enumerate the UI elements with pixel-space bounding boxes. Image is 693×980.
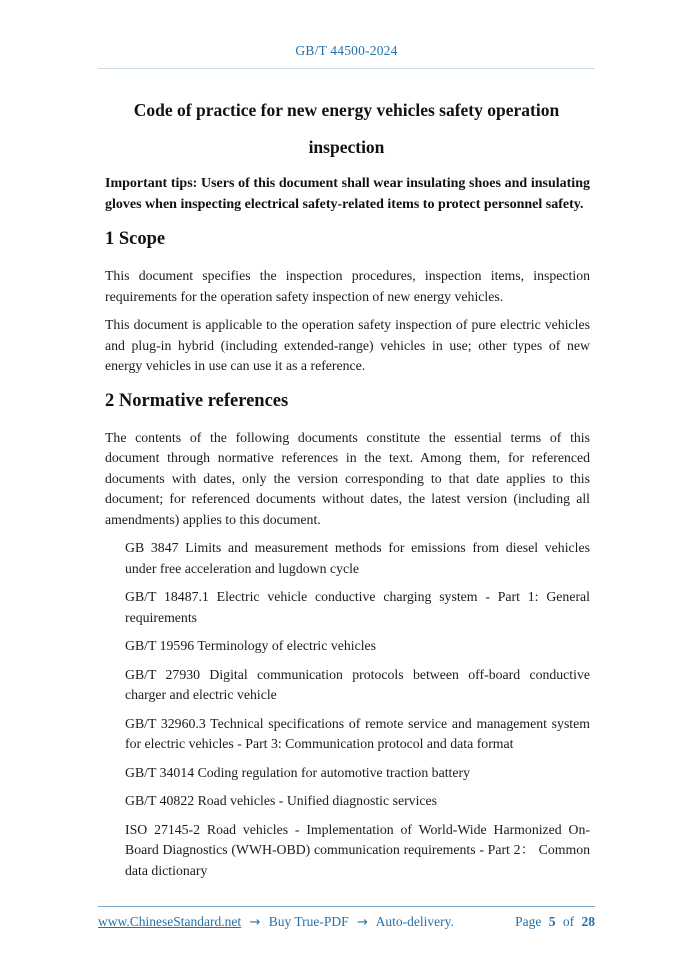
page-label: Page: [515, 914, 542, 929]
reference-item: GB/T 19596 Terminology of electric vehicles: [125, 638, 377, 653]
reference-item: GB/T 18487.1 Electric vehicle conductive charging system - Part 1: General requirements: [125, 589, 590, 625]
footer-promo: [98, 913, 459, 932]
section-heading-normative-references: 2 Normative references: [105, 390, 289, 411]
page-footer: [98, 913, 595, 932]
paragraph-scope-2: This document is applicable to the operation safety inspection of pure electric vehicles and plug-in hybrid (including extended-range) vehicles in use; other types of new energy vehicles in use can use it as a reference.: [105, 317, 590, 373]
important-tips: Important tips: Users of this document shall wear insulating shoes and insulating gloves when inspecting electrical safety-related items to protect personnel safety.: [105, 176, 590, 212]
paragraph-scope-1: This document specifies the inspection procedures, inspection items, inspection requirements for the operation safety inspection of new energy vehicles.: [105, 268, 590, 304]
reference-item: ISO 27145-2 Road vehicles - Implementation of World-Wide Harmonized On-Board Diagnostics (WWH-OBD) communication requirements - Part 2： Common data dictionary: [125, 821, 590, 878]
section-heading-scope: 1 Scope: [105, 229, 166, 249]
page-of-label: of: [562, 914, 575, 929]
doc-number: GB/T 44500-2024: [295, 43, 398, 58]
reference-item: GB/T 32960.3 Technical specifications of remote service and management system for electric vehicles - Part 3: Communication protocol and data format: [125, 715, 590, 751]
document-title: [60, 92, 633, 166]
page-current: 5: [548, 914, 556, 929]
header-divider: [98, 68, 595, 69]
title-line-2: inspection: [308, 137, 385, 157]
paragraph-normative-intro: The contents of the following documents constitute the essential terms of this document through normative references in the text. Among them, for referenced documents with dates, only the version corresponding to that date applies to this document; for referenced documents without dates, the latest version (including all amendments) applies to this document.: [105, 429, 590, 527]
footer-delivery-text: Auto-delivery.: [375, 914, 454, 929]
footer-divider: [98, 906, 595, 907]
arrow-right-icon: →: [249, 915, 261, 930]
page-indicator: [511, 913, 595, 931]
footer-buy-text: Buy True-PDF: [268, 914, 349, 929]
reference-item: GB/T 40822 Road vehicles - Unified diagnostic services: [125, 793, 438, 808]
title-line-1: Code of practice for new energy vehicles safety operation: [133, 100, 560, 120]
reference-item: GB/T 27930 Digital communication protocols between off-board conductive charger and electric vehicle: [125, 666, 590, 702]
page-total: 28: [581, 914, 595, 929]
arrow-right-icon: →: [357, 915, 368, 930]
reference-item: GB/T 34014 Coding regulation for automotive traction battery: [125, 764, 470, 780]
reference-item: GB 3847 Limits and measurement methods for emissions from diesel vehicles under free acceleration and lugdown cycle: [125, 540, 590, 576]
site-link[interactable]: www.ChineseStandard.net: [98, 914, 242, 929]
